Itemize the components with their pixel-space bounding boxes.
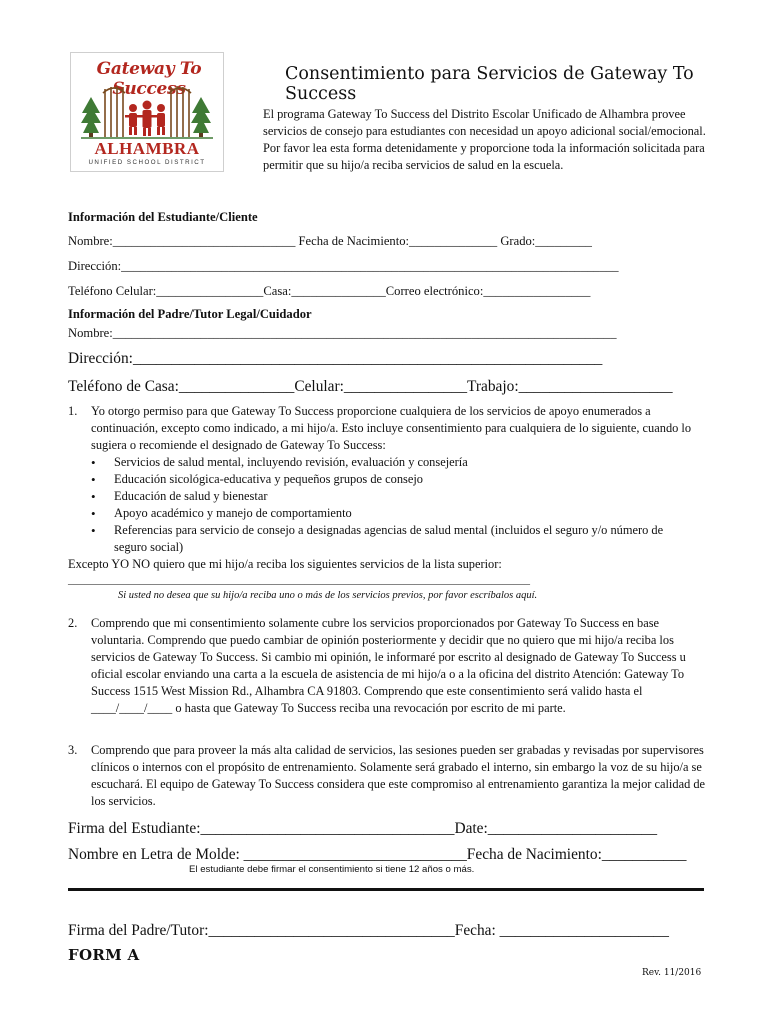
item3-number: 3. [68,743,78,757]
student-section-heading: Información del Estudiante/Cliente [68,210,258,224]
student-signature-field[interactable]: Firma del Estudiante:_________________________________Date:______________________ [68,820,658,837]
form-label: FORM A [68,946,140,964]
student-name-field[interactable]: Nombre:_____________________________ Fecha de Nacimiento:______________ Grado:_________ [68,234,592,248]
logo-name: ALHAMBRA [94,139,200,158]
parent-signature-field[interactable]: Firma del Padre/Tutor:________________________________Fecha: ______________________ [68,922,669,939]
parent-name-field[interactable]: Nombre:________________________________________________________________________________ [68,326,617,340]
list-item: • Educación sicológica-educativa y pequeños grupos de consejo [69,471,709,488]
item2-number: 2. [68,616,78,630]
parent-section-heading: Información del Padre/Tutor Legal/Cuidador [68,307,312,321]
student-address-field[interactable]: Dirección:_______________________________________________________________________________ [68,259,619,273]
except-text: Excepto YO NO quiero que mi hijo/a reciba los siguientes servicios de la lista superior: [68,557,502,571]
item2-text: Comprendo que mi consentimiento solamente cubre los servicios proporcionados por Gateway To Success en base voluntaria. Comprendo que puedo cambiar de opinión posteriormente y decidir que no quiero que mi hijo/a reciba los servicios de Gateway To Success. Si cambio mi opinión, le informaré por escrito al designado de Gateway To Success u oficial escolar enviando una carta a la escuela de asistencia de mi hijo/a o a la oficina del distrito Atención: Gateway To Success 1515 West Mission Rd., Alhambra CA 91803. Comprendo que este consentimiento será valido hasta el ____/____/____ o hasta que Gateway To Success reciba una revocación por escrito de mi parte. [91,616,686,715]
student-phone-email-field[interactable]: Teléfono Celular:_________________Casa:_______________Correo electrónico:_________________ [68,284,591,298]
except-services-field[interactable]: ____________________________________________________________________________________ [68,574,530,586]
divider [68,888,704,891]
intro-paragraph: El programa Gateway To Success del Distrito Escolar Unificado de Alhambra provee servicios de consejo para estudiantes con necesidad un apoyo adicional social/emocional. Por favor lea esta forma detenidamente y proporcione toda la información solicitada para permitir que su hijo/a reciba servicios de salud en la escuela. [263,107,706,172]
logo-script-text: Gateway To Success [96,59,202,99]
page-title: Consentimiento para Servicios de Gateway To Success [285,64,694,104]
services-list [69,454,709,556]
list-item: • Apoyo académico y manejo de comportamiento [69,505,709,522]
list-item: • Educación de salud y bienestar [69,488,709,505]
item3-text: Comprendo que para proveer la más alta calidad de servicios, las sesiones pueden ser grabadas y revisadas por supervisores clínicos o internos con el propósito de entrenamiento. Solamente será grabado el interno, sin embargo la voz de su hijo/a se escuchará. El equipo de Gateway To Success considera que este compromiso al entrenamiento garantiza la mejor calidad de los servicios. [91,743,706,808]
list-item: • Referencias para servicio de consejo a designadas agencias de salud mental (incluidos el seguro y/o número de seguro social) [69,522,709,556]
item1-text: Yo otorgo permiso para que Gateway To Success proporcione cualquiera de los servicios de apoyo enumerados a continuación, excepto como indicado, a mi hijo/a. Esto incluye consentimiento para cualquiera de lo siguiente, cuando lo sugiera o recomiende el designado de Gateway To Success: [91,404,692,452]
student-signature-note: El estudiante debe firmar el consentimiento si tiene 12 años o más. [189,864,475,875]
except-note: Si usted no desea que su hijo/a reciba uno o más de los servicios previos, por favor escríbalos aquí. [118,590,538,601]
item1-number: 1. [68,404,78,418]
logo-district-text: UNIFIED SCHOOL DISTRICT [88,159,206,166]
list-item: • Servicios de salud mental, incluyendo revisión, evaluación y consejería [69,454,709,471]
parent-phone-field[interactable]: Teléfono de Casa:_______________Celular:________________Trabajo:____________________ [68,378,673,395]
revision-date: Rev. 11/2016 [642,968,702,978]
district-logo [70,52,224,172]
student-print-name-field[interactable]: Nombre en Letra de Molde: _____________________________Fecha de Nacimiento:___________ [68,846,687,863]
parent-address-field[interactable]: Dirección:_____________________________________________________________ [68,350,603,367]
